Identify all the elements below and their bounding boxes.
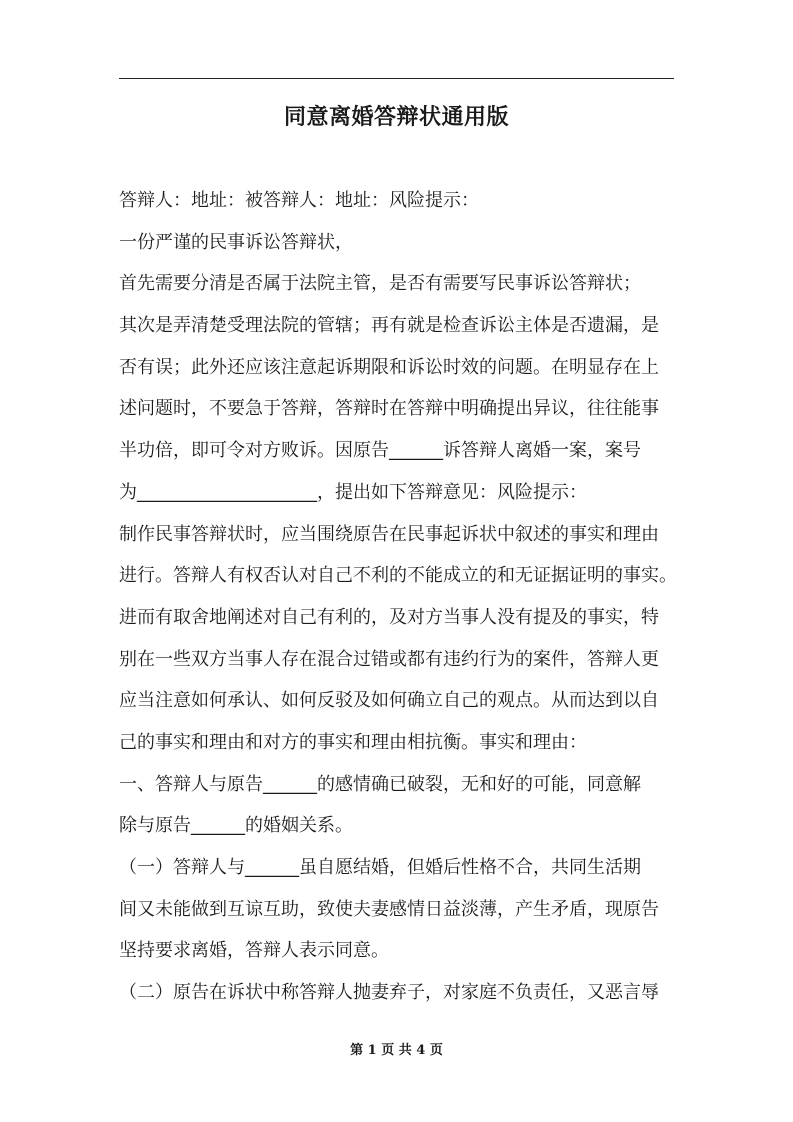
body-line: 制作民事答辩状时，应当围绕原告在民事起诉状中叙述的事实和理由: [119, 523, 659, 545]
page-number-footer: 第 1 页 共 4 页: [350, 1043, 443, 1058]
body-line: （二）原告在诉状中称答辩人抛妻弃子，对家庭不负责任，又恶言辱: [119, 982, 659, 1004]
body-line: 述问题时，不要急于答辩，答辩时在答辩中明确提出异议，往往能事: [119, 398, 659, 420]
body-line: 答辩人：地址：被答辩人：地址：风险提示：: [119, 190, 479, 211]
document-body: [119, 180, 679, 1014]
document-title: 同意离婚答辩状通用版: [283, 105, 509, 130]
body-line: 坚持要求离婚，答辩人表示同意。: [119, 940, 389, 962]
body-line: 除与原告______的婚姻关系。: [119, 815, 353, 837]
body-line: 一、答辩人与原告______的感情确已破裂，无和好的可能，同意解: [119, 773, 641, 795]
body-line: 进而有取舍地阐述对自己有利的，及对方当事人没有提及的事实，特: [119, 606, 659, 628]
body-line: 进行。答辩人有权否认对自己不利的不能成立的和无证据证明的事实。: [119, 565, 677, 587]
body-line: 为____________________，提出如下答辩意见：风险提示：: [119, 481, 587, 503]
body-line: （一）答辩人与______虽自愿结婚，但婚后性格不合，共同生活期: [119, 857, 641, 878]
body-line: 别在一些双方当事人存在混合过错或都有违约行为的案件，答辩人更: [119, 648, 659, 670]
header-divider: [119, 78, 674, 79]
body-line: 一份严谨的民事诉讼答辩状，: [119, 231, 353, 253]
body-line: 其次是弄清楚受理法院的管辖；再有就是检查诉讼主体是否遗漏，是: [119, 315, 659, 337]
body-line: 否有误；此外还应该注意起诉期限和诉讼时效的问题。在明显存在上: [119, 356, 659, 378]
body-line: 应当注意如何承认、如何反驳及如何确立自己的观点。从而达到以自: [119, 690, 659, 712]
body-line: 间又未能做到互谅互助，致使夫妻感情日益淡薄，产生矛盾，现原告: [119, 898, 659, 920]
body-line: 首先需要分清是否属于法院主管，是否有需要写民事诉讼答辩状；: [119, 273, 641, 295]
body-line: 己的事实和理由和对方的事实和理由相抗衡。事实和理由：: [119, 731, 587, 753]
body-line: 半功倍，即可令对方败诉。因原告______诉答辩人离婚一案，案号: [119, 440, 641, 462]
